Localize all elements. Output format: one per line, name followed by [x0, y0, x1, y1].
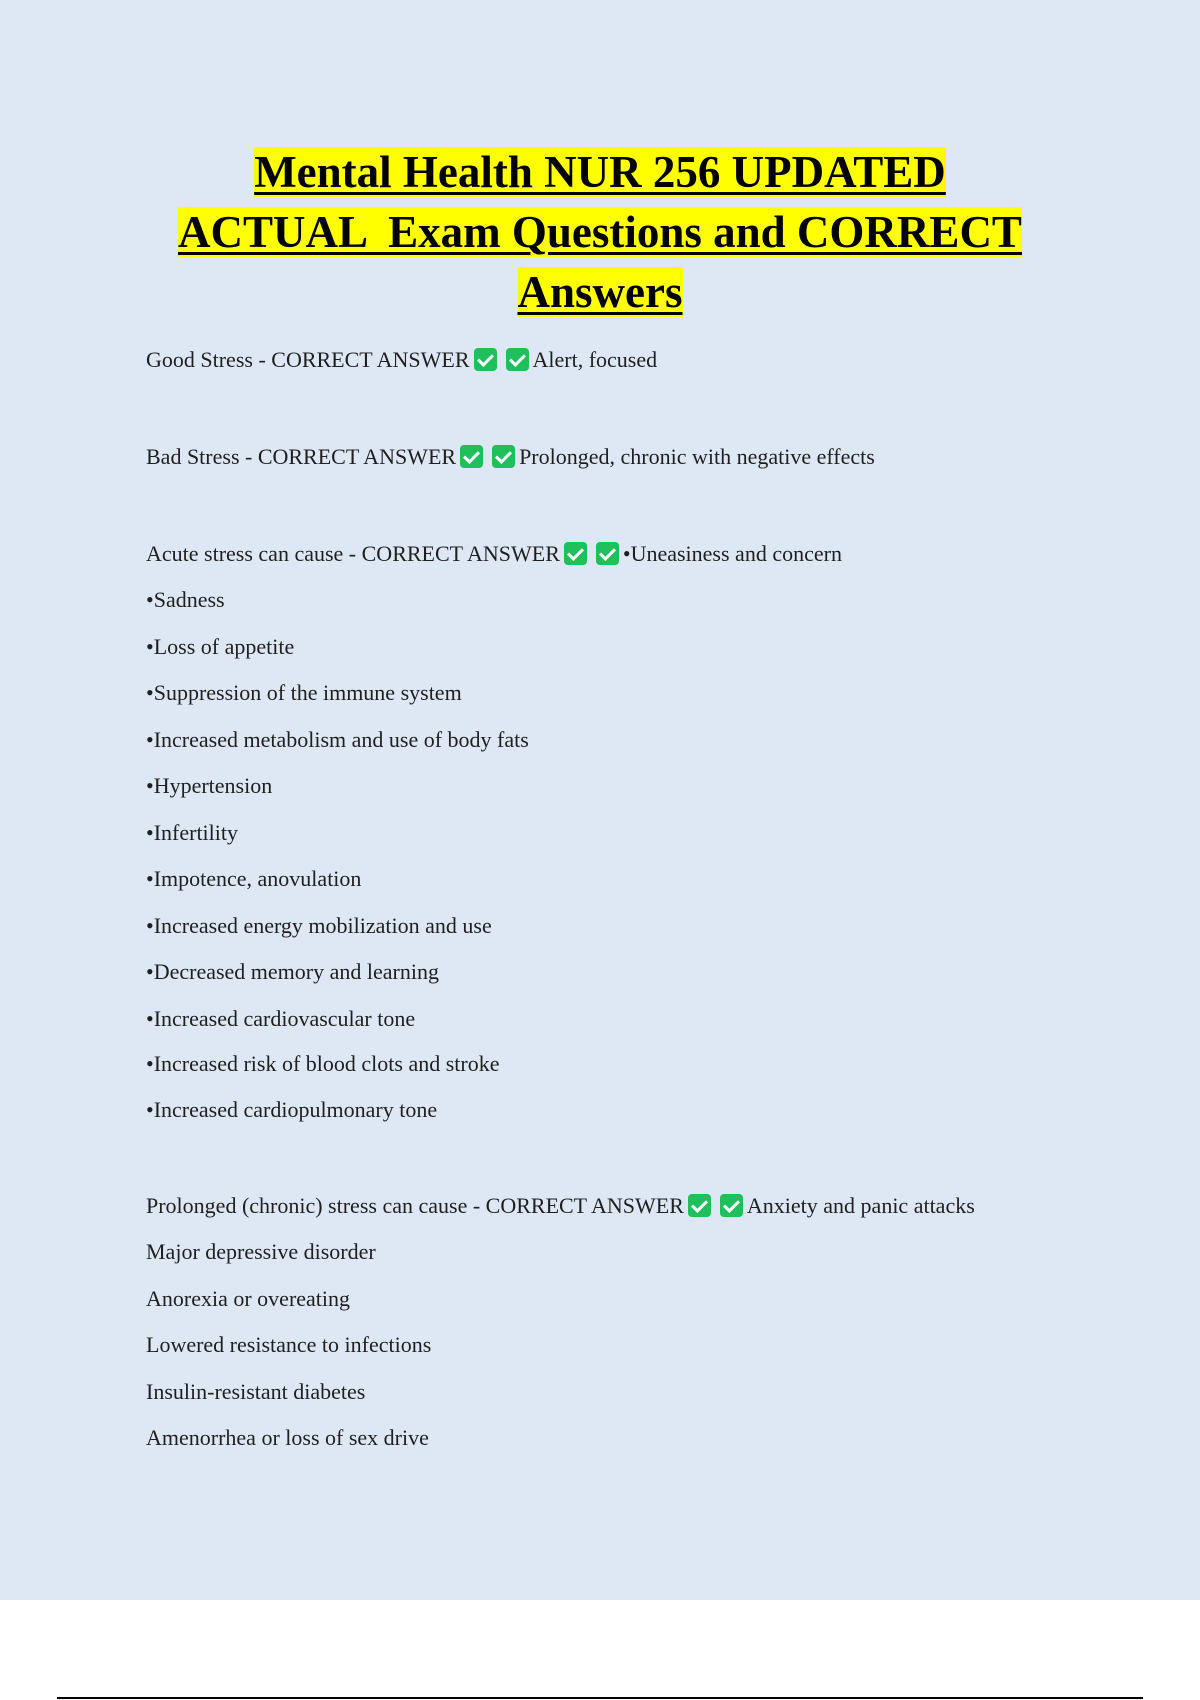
- answer-line: Lowered resistance to infections: [146, 1332, 432, 1357]
- question-text: Bad Stress - CORRECT ANSWER: [146, 444, 457, 469]
- qa-item-acute-stress: [146, 540, 842, 568]
- check-box-icon: [720, 1194, 743, 1217]
- answer-line: •Increased cardiovascular tone: [146, 1006, 416, 1031]
- answer-line: •Decreased memory and learning: [146, 959, 439, 984]
- check-box-icon: [492, 445, 515, 468]
- check-box-icon: [564, 542, 587, 565]
- answer-text: Prolonged, chronic with negative effects: [519, 444, 875, 469]
- document-title: [0, 142, 1200, 322]
- answer-line: Insulin-resistant diabetes: [146, 1379, 366, 1404]
- answer-text: Anxiety and panic attacks: [746, 1193, 975, 1218]
- answer-line: •Infertility: [146, 820, 239, 845]
- answer-text: Alert, focused: [532, 347, 658, 372]
- answer-line: •Increased risk of blood clots and stroke: [146, 1051, 500, 1076]
- question-text: Prolonged (chronic) stress can cause - CORRECT ANSWER: [146, 1193, 684, 1218]
- answer-line: •Increased energy mobilization and use: [146, 913, 492, 938]
- answer-line: Amenorrhea or loss of sex drive: [146, 1425, 429, 1450]
- check-box-icon: [506, 348, 529, 371]
- answer-line: •Hypertension: [146, 773, 273, 798]
- answer-line: •Loss of appetite: [146, 634, 295, 659]
- answer-line: •Suppression of the immune system: [146, 680, 462, 705]
- answer-line: •Impotence, anovulation: [146, 866, 362, 891]
- answer-line: Major depressive disorder: [146, 1239, 376, 1264]
- check-box-icon: [474, 348, 497, 371]
- answer-line: •Increased cardiopulmonary tone: [146, 1097, 438, 1122]
- title-line: Answers: [517, 267, 683, 317]
- qa-item-good-stress: [146, 346, 657, 374]
- answer-line: •Sadness: [146, 587, 225, 612]
- check-box-icon: [596, 542, 619, 565]
- title-line: ACTUAL Exam Questions and CORRECT: [178, 207, 1022, 257]
- qa-item-chronic-stress: [146, 1192, 975, 1220]
- question-text: Good Stress - CORRECT ANSWER: [146, 347, 470, 372]
- answer-line: •Increased metabolism and use of body fats: [146, 727, 529, 752]
- answer-line: Anorexia or overeating: [146, 1286, 351, 1311]
- check-box-icon: [688, 1194, 711, 1217]
- qa-item-bad-stress: [146, 443, 875, 471]
- answer-text: •Uneasiness and concern: [622, 541, 842, 566]
- footer-divider: [57, 1697, 1143, 1699]
- title-line: Mental Health NUR 256 UPDATED: [254, 147, 946, 197]
- check-box-icon: [460, 445, 483, 468]
- question-text: Acute stress can cause - CORRECT ANSWER: [146, 541, 560, 566]
